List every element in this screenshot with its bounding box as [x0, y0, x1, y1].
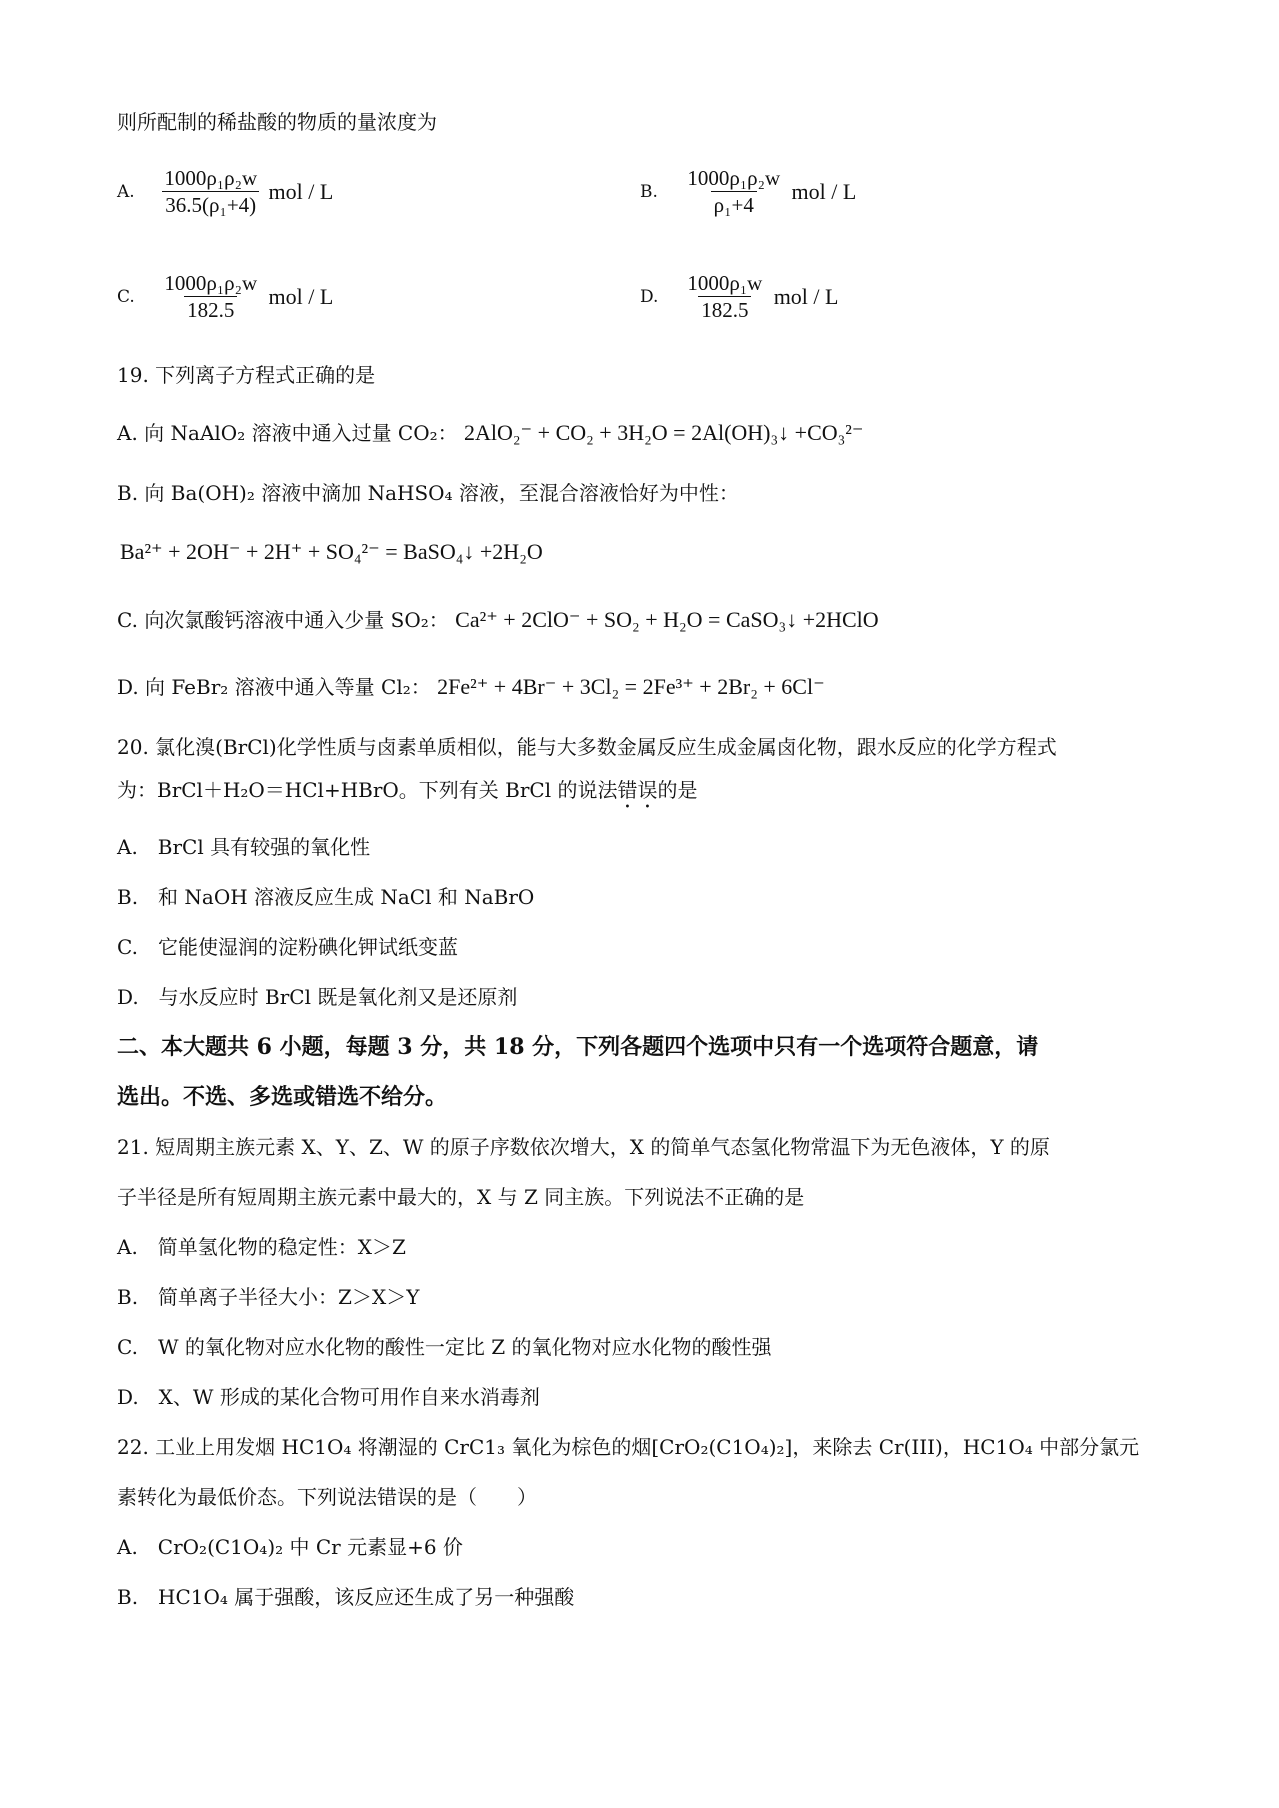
q20-option-a: A. BrCl 具有较强的氧化性	[117, 835, 371, 859]
fraction	[684, 270, 765, 323]
equation: 2Fe²⁺ + 4Br⁻ + 3Cl₂ = 2Fe³⁺ + 2Br₂ + 6Cl⁻	[437, 674, 825, 699]
option-text: 向 NaAlO₂ 溶液中通入过量 CO₂：	[144, 421, 458, 445]
emphasis-word: 错误	[617, 778, 658, 802]
q19-option-d	[117, 672, 825, 702]
q22-stem-line1: 22. 工业上用发烟 HC1O₄ 将潮湿的 CrC1₃ 氧化为棕色的烟[CrO₂(C1O₄)₂]，来除去 Cr(III)，HC1O₄ 中部分氯元	[117, 1435, 1140, 1459]
q21-option-d: D. X、W 形成的某化合物可用作自来水消毒剂	[117, 1385, 540, 1409]
q18-option-d	[640, 270, 838, 323]
fraction	[161, 165, 260, 218]
stem-text: 为：BrCl＋H₂O＝HCl+HBrO。下列有关 BrCl 的说法	[117, 778, 618, 802]
q21-option-b: B. 简单离子半径大小：Z＞X＞Y	[117, 1285, 420, 1309]
q22-option-b: B. HC1O₄ 属于强酸，该反应还生成了另一种强酸	[117, 1585, 575, 1609]
unit: mol / L	[268, 283, 334, 309]
option-text: 向 FeBr₂ 溶液中通入等量 Cl₂：	[145, 675, 431, 699]
q20-option-b: B. 和 NaOH 溶液反应生成 NaCl 和 NaBrO	[117, 885, 535, 909]
q19-option-b-equation: Ba²⁺ + 2OH⁻ + 2H⁺ + SO₄²⁻ = BaSO₄↓ +2H₂O	[120, 539, 543, 564]
q20-option-c: C. 它能使湿润的淀粉碘化钾试纸变蓝	[117, 935, 458, 959]
denominator: ρ₁+4	[711, 191, 757, 218]
option-label: B.	[640, 181, 658, 202]
q21-option-a: A. 简单氢化物的稳定性：X＞Z	[117, 1235, 406, 1259]
q19-option-b	[117, 478, 739, 508]
unit: mol / L	[268, 178, 334, 204]
q21-option-c: C. W 的氧化物对应水化物的酸性一定比 Z 的氧化物对应水化物的酸性强	[117, 1335, 772, 1359]
q22-stem-line2: 素转化为最低价态。下列说法错误的是（ ）	[117, 1485, 537, 1509]
q20-option-d: D. 与水反应时 BrCl 既是氧化剂又是还原剂	[117, 985, 518, 1009]
option-label: D.	[117, 675, 139, 699]
option-text: 向 Ba(OH)₂ 溶液中滴加 NaHSO₄ 溶液，至混合溶液恰好为中性：	[144, 481, 739, 505]
q18-option-a	[117, 165, 333, 218]
option-label: A.	[117, 181, 135, 202]
numerator: 1000ρ₁ρ₂w	[164, 166, 258, 190]
equation: Ca²⁺ + 2ClO⁻ + SO₂ + H₂O = CaSO₃↓ +2HClO	[455, 607, 879, 632]
q18-option-c	[117, 270, 333, 323]
option-label: A.	[117, 421, 138, 445]
denominator: 182.5	[184, 296, 237, 323]
unit: mol / L	[773, 283, 839, 309]
intro-text: 则所配制的稀盐酸的物质的量浓度为	[117, 110, 437, 134]
q18-option-b	[640, 165, 856, 218]
q20-stem-line1: 20. 氯化溴(BrCl)化学性质与卤素单质相似，能与大多数金属反应生成金属卤化物，跟水反应的化学方程式	[117, 735, 1057, 759]
q21-stem-line1: 21. 短周期主族元素 X、Y、Z、W 的原子序数依次增大，X 的简单气态氢化物常温下为无色液体，Y 的原	[117, 1135, 1050, 1159]
equation: 2AlO₂⁻ + CO₂ + 3H₂O = 2Al(OH)₃↓ +CO₃²⁻	[464, 420, 864, 445]
stem-text-end: 的是	[657, 778, 698, 802]
fraction	[684, 165, 783, 218]
q22-option-a: A. CrO₂(C1O₄)₂ 中 Cr 元素显+6 价	[117, 1535, 463, 1559]
fraction	[161, 270, 260, 323]
denominator: 36.5(ρ₁+4)	[162, 191, 259, 218]
q20-stem-line2	[117, 775, 697, 813]
section-heading-line1: 二、本大题共 6 小题，每题 3 分，共 18 分，下列各题四个选项中只有一个选项符合题意，请	[117, 1034, 1039, 1060]
option-label: C.	[117, 608, 138, 632]
numerator: 1000ρ₁ρ₂w	[687, 166, 781, 190]
denominator: 182.5	[698, 296, 751, 323]
section-heading-line2: 选出。不选、多选或错选不给分。	[117, 1084, 448, 1110]
numerator: 1000ρ₁ρ₂w	[164, 271, 258, 295]
option-text: 向次氯酸钙溶液中通入少量 SO₂：	[144, 608, 449, 632]
q19-option-a	[117, 418, 864, 448]
numerator: 1000ρ₁w	[687, 271, 763, 295]
option-label: D.	[640, 286, 659, 307]
q21-stem-line2: 子半径是所有短周期主族元素中最大的，X 与 Z 同主族。下列说法不正确的是	[117, 1185, 805, 1209]
option-label: C.	[117, 286, 135, 307]
q19-option-c	[117, 605, 879, 635]
q19-stem: 19. 下列离子方程式正确的是	[117, 363, 376, 387]
unit: mol / L	[791, 178, 857, 204]
option-label: B.	[117, 481, 139, 505]
